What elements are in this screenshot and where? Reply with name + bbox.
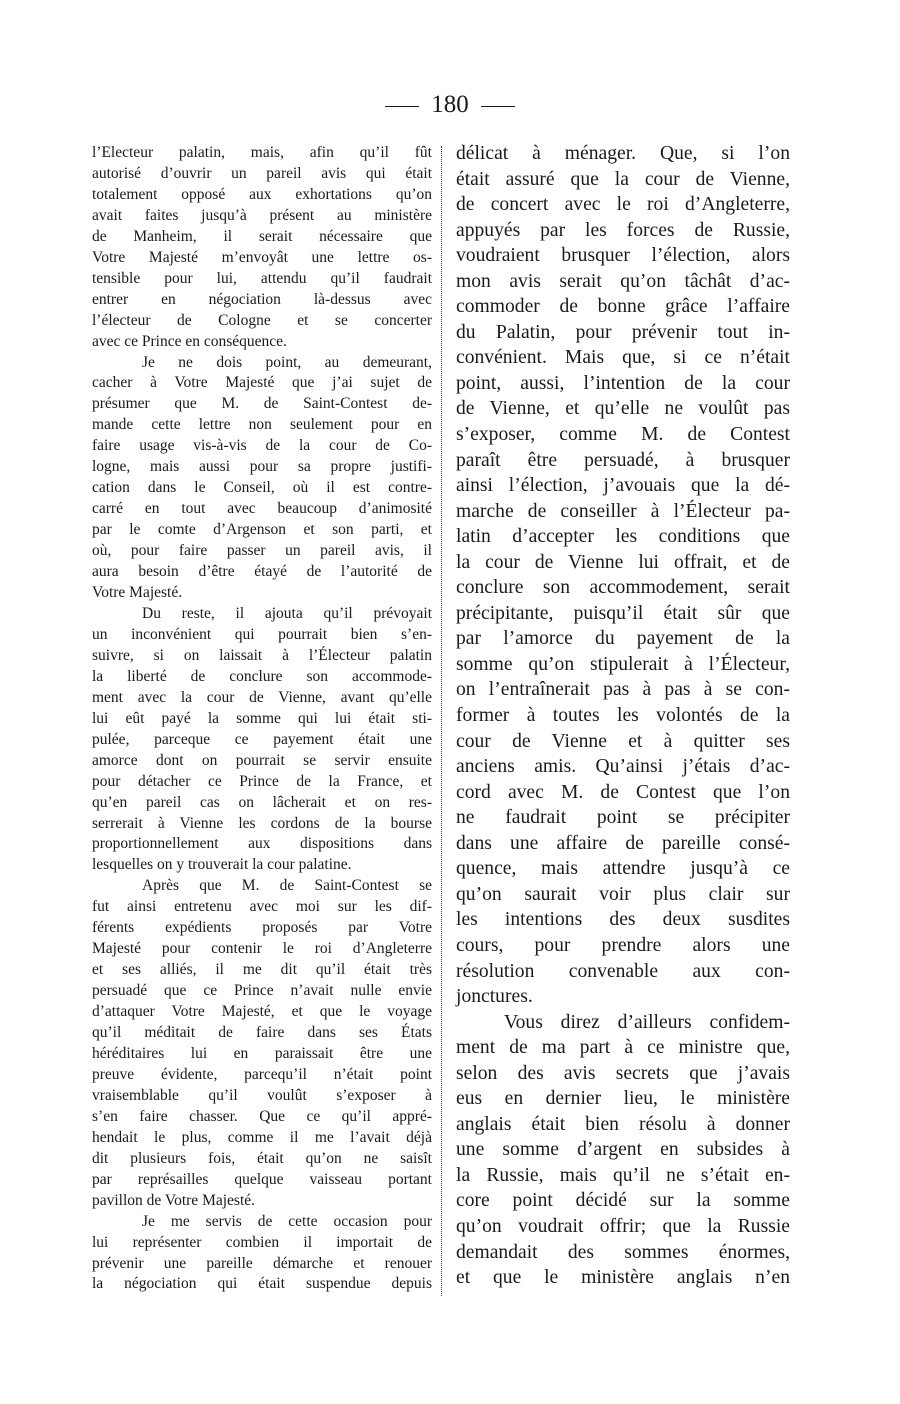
text-line: Après que M. de Saint-Contest se (142, 877, 432, 895)
text-line: persuadé que ce Prince n’avait nulle envie (92, 982, 432, 1000)
paragraph (92, 876, 432, 1211)
text-line: qu’il méditait de faire dans ses États (92, 1024, 432, 1042)
text-line: cour de Vienne et à quitter ses (456, 730, 790, 752)
text-line: latin d’accepter les conditions que (456, 526, 790, 548)
text-line: présumer que M. de Saint-Contest de- (92, 395, 432, 413)
text-line: paraît être persuadé, à brusquer (456, 449, 790, 471)
text-line: qu’on saurait voir plus clair sur (456, 883, 790, 905)
header-rule-right (481, 106, 515, 107)
text-line: on l’entraînerait pas à pas à se con- (456, 679, 790, 701)
text-line: du Palatin, pour prévenir tout in- (456, 321, 790, 343)
text-line: dans une affaire de pareille consé- (456, 832, 790, 854)
text-line: d’attaquer Votre Majesté, et que le voyage (92, 1003, 432, 1021)
paragraph (92, 353, 432, 604)
text-line: appuyés par les forces de Russie, (456, 219, 790, 241)
text-line: anglais était bien résolu à donner (456, 1113, 790, 1135)
text-line: ainsi l’élection, j’avouais que la dé- (456, 475, 790, 497)
text-line: avec ce Prince en conséquence. (92, 332, 287, 350)
text-line: aura besoin d’être étayé de l’autorité de (92, 563, 432, 581)
text-line: carré en tout avec beaucoup d’animosité (92, 500, 432, 518)
text-line: la liberté de conclure son accommode- (92, 667, 432, 685)
text-line: avait faites jusqu’à présent au ministère (92, 206, 432, 224)
text-line: conclure son accommodement, serait (456, 577, 790, 599)
text-line: résolution convenable aux con- (456, 960, 790, 982)
text-line: selon des avis secrets que j’avais (456, 1062, 790, 1084)
text-line: où, pour faire passer un pareil avis, il (92, 542, 432, 560)
text-line: suivre, si on laissait à l’Électeur palatin (92, 646, 432, 664)
text-line: autorisé d’ouvrir un pareil avis qui était (92, 164, 432, 182)
text-line: Majesté pour contenir le roi d’Angleterre (92, 940, 432, 958)
text-line: l’électeur de Cologne et se concerter (92, 311, 432, 329)
text-line: qu’on voudrait offrir; que la Russie (456, 1215, 790, 1237)
header-rule-left (385, 106, 419, 107)
paragraph (92, 1212, 432, 1296)
text-line: héréditaires lui en paraissait être une (92, 1044, 432, 1062)
text-line: serrerait à Vienne les cordons de la bourse (92, 814, 432, 832)
text-line: fut ainsi entretenu avec moi sur les dif- (92, 898, 432, 916)
text-line: mande cette lettre non seulement pour en (92, 416, 432, 434)
text-line: s’en faire chasser. Que ce qu’il appré- (92, 1107, 432, 1125)
text-line: vraisemblable qu’il voulût s’exposer à (92, 1086, 432, 1104)
text-line: ment de ma part à ce ministre que, (456, 1037, 790, 1059)
text-line: core point décidé sur la somme (456, 1190, 790, 1212)
text-line: quence, mais attendre jusqu’à ce (456, 858, 790, 880)
right-column (456, 141, 790, 1291)
text-line: et que le ministère anglais n’en (456, 1267, 790, 1289)
text-line: était assuré que la cour de Vienne, (456, 168, 790, 190)
text-line: pulée, parceque ce payement était une (92, 730, 432, 748)
text-line: ne faudrait point se précipiter (456, 807, 790, 829)
text-line: précipitante, puisqu’il était sûr que (456, 602, 790, 624)
text-line: Vous direz d’ailleurs confidem- (504, 1011, 790, 1033)
text-line: entrer en négociation là-dessus avec (92, 290, 432, 308)
text-line: lui eût payé la somme qui lui était sti- (92, 709, 432, 727)
text-line: par le comte d’Argenson et son parti, et (92, 521, 432, 539)
text-line: Votre Majesté. (92, 584, 183, 602)
text-line: Je me servis de cette occasion pour (142, 1212, 432, 1230)
text-line: cours, pour prendre alors une (456, 934, 790, 956)
text-line: Votre Majesté m’envoyât une lettre os- (92, 248, 432, 266)
text-line: commoder de bonne grâce l’affaire (456, 296, 790, 318)
page-number: 180 (431, 91, 469, 118)
text-line: Je ne dois point, au demeurant, (142, 353, 432, 371)
text-line: tensible pour lui, attendu qu’il faudrait (92, 269, 432, 287)
text-line: totalement opposé aux exhortations qu’on (92, 185, 432, 203)
column-divider (441, 146, 442, 1296)
text-line: pour détacher ce Prince de la France, et (92, 772, 432, 790)
text-line: lesquelles on y trouverait la cour palatine. (92, 856, 352, 874)
text-line: ment avec la cour de Vienne, avant qu’elle (92, 688, 432, 706)
text-line: une somme d’argent en subsides à (456, 1139, 790, 1161)
text-line: l’Electeur palatin, mais, afin qu’il fût (92, 144, 432, 161)
text-line: somme qu’on stipulerait à l’Électeur, (456, 653, 790, 675)
text-line: s’exposer, comme M. de Contest (456, 424, 790, 446)
text-line: faire usage vis-à-vis de la cour de Co- (92, 437, 432, 455)
paragraph (456, 1010, 790, 1291)
text-line: prévenir une pareille démarche et renouer (92, 1254, 432, 1272)
text-line: Du reste, il ajouta qu’il prévoyait (142, 604, 432, 622)
text-line: former à toutes les volontés de la (456, 705, 790, 727)
page-header (0, 90, 900, 120)
text-line: hendait le plus, comme il me l’avait déjà (92, 1128, 432, 1146)
text-line: un inconvénient qui pourrait bien s’en- (92, 625, 432, 643)
text-line: dit plusieurs fois, était qu’on ne saisît (92, 1149, 432, 1167)
text-line: cation dans le Conseil, où il est contre- (92, 479, 432, 497)
text-line: voudraient brusquer l’élection, alors (456, 245, 790, 267)
text-line: férents expédients proposés par Votre (92, 919, 432, 937)
text-line: convénient. Mais que, si ce n’était (456, 347, 790, 369)
text-line: proportionnellement aux dispositions dans (92, 835, 432, 853)
text-line: demandait des sommes énormes, (456, 1241, 790, 1263)
text-line: cacher à Votre Majesté que j’ai sujet de (92, 374, 432, 392)
text-line: de Manheim, il serait nécessaire que (92, 227, 432, 245)
text-line: la cour de Vienne lui offrait, et de (456, 551, 790, 573)
text-line: de Vienne, et qu’elle ne voulût pas (456, 398, 790, 420)
text-line: marche de conseiller à l’Électeur pa- (456, 500, 790, 522)
text-line: cord avec M. de Contest que l’on (456, 781, 790, 803)
text-line: lui représenter combien il importait de (92, 1233, 432, 1251)
paragraph (456, 141, 790, 1010)
text-line: eus en dernier lieu, le ministère (456, 1088, 790, 1110)
text-line: mon avis serait qu’on tâchât d’ac- (456, 270, 790, 292)
text-line: délicat à ménager. Que, si l’on (456, 143, 790, 164)
text-line: la négociation qui était suspendue depuis (92, 1275, 432, 1293)
text-line: de concert avec le roi d’Angleterre, (456, 194, 790, 216)
text-line: par représailles quelque vaisseau portant (92, 1170, 432, 1188)
text-line: les intentions des deux susdites (456, 909, 790, 931)
text-line: par l’amorce du payement de la (456, 628, 790, 650)
text-line: amorce dont on pourrait se servir ensuite (92, 751, 432, 769)
text-line: qu’en pareil cas on lâcherait et on res- (92, 793, 432, 811)
text-line: pavillon de Votre Majesté. (92, 1191, 256, 1209)
paragraph (92, 604, 432, 876)
text-line: logne, mais aussi pour sa propre justifi- (92, 458, 432, 476)
text-line: point, aussi, l’intention de la cour (456, 372, 790, 394)
text-line: preuve évidente, parcequ’il n’était point (92, 1065, 432, 1083)
paragraph (92, 143, 432, 353)
left-column (92, 143, 432, 1295)
text-line: jonctures. (456, 986, 533, 1008)
text-line: et ses alliés, il me dit qu’il était très (92, 961, 432, 979)
text-line: anciens amis. Qu’ainsi j’étais d’ac- (456, 756, 790, 778)
text-line: la Russie, mais qu’il ne s’était en- (456, 1164, 790, 1186)
